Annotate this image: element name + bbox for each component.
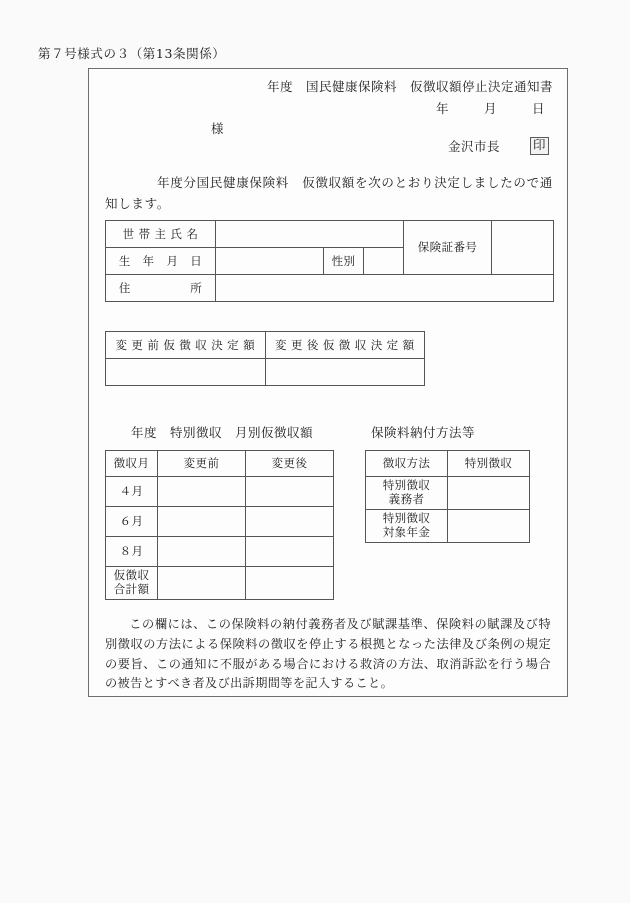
gender-label: 性別 bbox=[324, 248, 364, 275]
target-pension-value[interactable] bbox=[448, 510, 530, 543]
table-row bbox=[366, 477, 530, 510]
pension-label-line2: 対象年金 bbox=[382, 525, 431, 539]
collection-method-label: 徴収方法 bbox=[366, 451, 448, 477]
household-name-value[interactable] bbox=[216, 221, 404, 248]
seal-stamp-icon: 印 bbox=[530, 137, 549, 154]
amount-after-value[interactable] bbox=[265, 359, 425, 386]
monthly-row-april-label: ４月 bbox=[106, 477, 158, 507]
monthly-row-june-before[interactable] bbox=[158, 507, 246, 537]
issuer-row bbox=[448, 137, 549, 155]
date-month-label: 月 bbox=[484, 101, 498, 116]
monthly-row-august-label: ８月 bbox=[106, 537, 158, 567]
amount-before-header: 変 更 前 仮 徴 収 決 定 額 bbox=[106, 332, 266, 359]
insurance-number-value[interactable] bbox=[492, 221, 554, 275]
notice-body-sentence: 年度分国民健康保険料 仮徴収額を次のとおり決定しましたので通知します。 bbox=[105, 175, 554, 211]
monthly-total-label-line2: 合計額 bbox=[113, 582, 150, 596]
notice-body-text bbox=[105, 173, 553, 214]
table-row bbox=[106, 477, 334, 507]
gender-value[interactable] bbox=[364, 248, 404, 275]
birthdate-value[interactable] bbox=[216, 248, 324, 275]
table-row bbox=[106, 275, 554, 302]
instruction-note-text: この欄には、この保険料の納付義務者及び賦課基準、保険料の賦課及び特別徴収の方法による保険料の徴収を停止する根拠となった法律及び条例の規定の要旨、この通知に不服がある場合における救済の方法、取消訴訟を行う場合の被告とすべき者及び出訴期間等を記入すること。 bbox=[105, 617, 551, 691]
monthly-amount-table bbox=[105, 450, 334, 600]
monthly-row-total-after[interactable] bbox=[246, 567, 334, 600]
amount-after-header: 変 更 後 仮 徴 収 決 定 額 bbox=[265, 332, 425, 359]
insurance-number-label: 保険証番号 bbox=[404, 221, 492, 275]
table-row bbox=[366, 451, 530, 477]
table-row bbox=[106, 567, 334, 600]
monthly-row-june-label: ６月 bbox=[106, 507, 158, 537]
monthly-row-august-before[interactable] bbox=[158, 537, 246, 567]
document-title: 年度 国民健康保険料 仮徴収額停止決定通知書 bbox=[266, 79, 553, 94]
instruction-note bbox=[105, 615, 551, 694]
monthly-row-april-after[interactable] bbox=[246, 477, 334, 507]
monthly-total-label-line1: 仮徴収 bbox=[113, 568, 150, 583]
decided-amount-table bbox=[105, 331, 425, 386]
monthly-row-june-after[interactable] bbox=[246, 507, 334, 537]
table-row bbox=[106, 332, 425, 359]
monthly-row-total-before[interactable] bbox=[158, 567, 246, 600]
target-pension-label bbox=[366, 510, 448, 543]
household-info-table bbox=[105, 220, 554, 302]
monthly-header-month: 徴収月 bbox=[106, 451, 158, 477]
address-label: 住 所 bbox=[106, 275, 216, 302]
monthly-header-after: 変更後 bbox=[246, 451, 334, 477]
special-collection-obligor-label bbox=[366, 477, 448, 510]
table-row bbox=[106, 359, 425, 386]
monthly-section-heading: 年度 特別徴収 月別仮徴収額 bbox=[131, 425, 314, 440]
obligor-label-line2: 義務者 bbox=[388, 492, 425, 506]
date-year-label: 年 bbox=[436, 101, 450, 116]
address-value[interactable] bbox=[216, 275, 554, 302]
amount-before-value[interactable] bbox=[106, 359, 266, 386]
table-row bbox=[106, 451, 334, 477]
monthly-header-before: 変更前 bbox=[158, 451, 246, 477]
issuer-name: 金沢市長 bbox=[447, 139, 500, 154]
table-row bbox=[366, 510, 530, 543]
method-section-heading: 保険料納付方法等 bbox=[371, 425, 476, 440]
form-outer-frame bbox=[88, 68, 568, 697]
household-name-label: 世 帯 主 氏 名 bbox=[106, 221, 216, 248]
monthly-row-total-label bbox=[106, 567, 158, 600]
table-row bbox=[106, 537, 334, 567]
addressee-suffix: 様 bbox=[211, 121, 225, 136]
issue-date-line bbox=[436, 99, 545, 117]
payment-method-table bbox=[365, 450, 530, 543]
table-row bbox=[106, 221, 554, 248]
collection-method-value: 特別徴収 bbox=[448, 451, 530, 477]
special-collection-obligor-value[interactable] bbox=[448, 477, 530, 510]
birthdate-label: 生 年 月 日 bbox=[106, 248, 216, 275]
pension-label-line1: 特別徴収 bbox=[382, 511, 431, 526]
date-day-label: 日 bbox=[531, 101, 545, 116]
monthly-row-april-before[interactable] bbox=[158, 477, 246, 507]
table-row bbox=[106, 507, 334, 537]
monthly-row-august-after[interactable] bbox=[246, 537, 334, 567]
form-number-label: 第７号様式の３（第13条関係） bbox=[38, 46, 226, 61]
obligor-label-line1: 特別徴収 bbox=[382, 478, 431, 493]
